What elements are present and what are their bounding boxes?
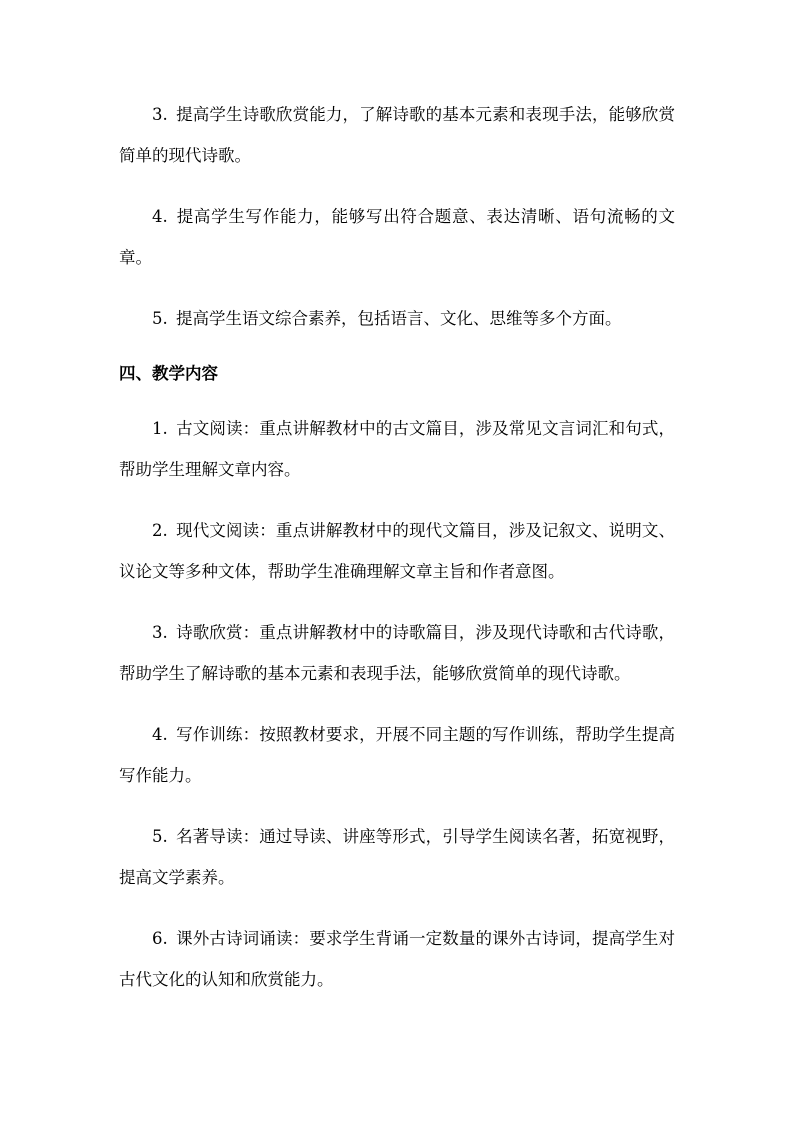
- item-number: 5.: [152, 827, 168, 846]
- objective-item-3: [119, 94, 675, 176]
- item-number: 1.: [152, 419, 168, 438]
- document-body: [119, 94, 675, 1020]
- content-item-5: [119, 816, 675, 898]
- item-number: 3.: [152, 105, 168, 124]
- item-text: 名著导读：通过导读、讲座等形式，引导学生阅读名著，拓宽视野，提高文学素养。: [119, 827, 675, 887]
- item-text: 诗歌欣赏：重点讲解教材中的诗歌篇目，涉及现代诗歌和古代诗歌，帮助学生了解诗歌的基本元素和表现手法，能够欣赏简单的现代诗歌。: [119, 623, 675, 683]
- content-item-1: [119, 408, 675, 490]
- item-number: 3.: [152, 623, 168, 642]
- item-number: 2.: [152, 521, 168, 540]
- item-text: 现代文阅读：重点讲解教材中的现代文篇目，涉及记叙文、说明文、议论文等多种文体，帮助学生准确理解文章主旨和作者意图。: [119, 521, 675, 581]
- content-item-2: [119, 510, 675, 592]
- objective-item-4: [119, 196, 675, 278]
- item-number: 5.: [152, 309, 168, 328]
- content-item-3: [119, 612, 675, 694]
- item-number: 4.: [152, 207, 168, 226]
- item-text: 写作训练：按照教材要求，开展不同主题的写作训练，帮助学生提高写作能力。: [119, 725, 675, 785]
- item-text: 课外古诗词诵读：要求学生背诵一定数量的课外古诗词，提高学生对古代文化的认知和欣赏能力。: [119, 929, 675, 989]
- item-text: 提高学生诗歌欣赏能力，了解诗歌的基本元素和表现手法，能够欣赏简单的现代诗歌。: [119, 105, 675, 165]
- item-text: 提高学生语文综合素养，包括语言、文化、思维等多个方面。: [176, 309, 622, 328]
- objective-item-5: [119, 298, 675, 339]
- item-text: 提高学生写作能力，能够写出符合题意、表达清晰、语句流畅的文章。: [119, 207, 675, 267]
- content-item-4: [119, 714, 675, 796]
- item-text: 古文阅读：重点讲解教材中的古文篇目，涉及常见文言词汇和句式，帮助学生理解文章内容。: [119, 419, 675, 479]
- item-number: 4.: [152, 725, 168, 744]
- content-item-6: [119, 918, 675, 1000]
- section-heading: 四、教学内容: [119, 364, 218, 383]
- item-number: 6.: [152, 929, 168, 948]
